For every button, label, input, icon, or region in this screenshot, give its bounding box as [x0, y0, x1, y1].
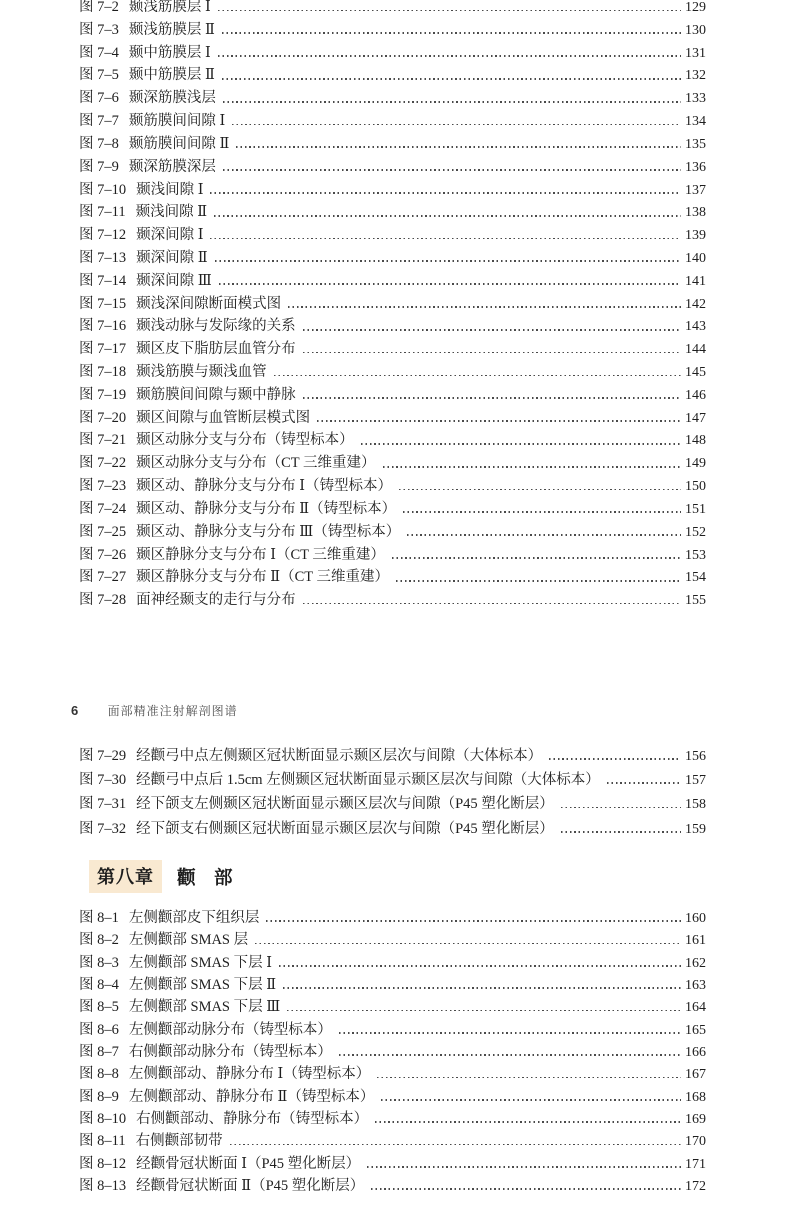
- toc-entry: [0, 907, 790, 929]
- toc-entry: [0, 498, 790, 521]
- figure-title: 颞浅动脉与发际缘的关系: [136, 318, 296, 335]
- figure-title: 颞区间隙与血管断层模式图: [136, 409, 311, 426]
- figure-title: 左侧颧部动脉分布（铸型标本）: [128, 1021, 332, 1038]
- toc-entry: [0, 475, 790, 498]
- figure-title: 颞浅深间隙断面模式图: [136, 295, 282, 312]
- dot-leader: [218, 55, 681, 57]
- page-number: 158: [685, 797, 706, 813]
- page-number: 159: [685, 821, 706, 837]
- dot-leader: [274, 375, 681, 377]
- dot-leader: [219, 283, 681, 285]
- figure-title: 左侧颧部动、静脉分布 Ⅱ（铸型标本）: [128, 1088, 375, 1105]
- toc-entry: [0, 952, 790, 974]
- figure-title: 右侧颧部动脉分布（铸型标本）: [128, 1043, 332, 1060]
- toc-entry: [0, 521, 790, 544]
- toc-entry: [0, 42, 790, 65]
- figure-title: 右侧颧部动、静脉分布（铸型标本）: [136, 1110, 369, 1127]
- figure-number: 图 7–6: [79, 90, 119, 107]
- page-number: 171: [685, 1156, 706, 1172]
- figure-title: 颞筋膜间间隙与颞中静脉: [136, 386, 296, 403]
- figure-number: 图 7–25: [79, 523, 127, 540]
- figure-title: 颞区动、静脉分支与分布 Ⅱ（铸型标本）: [136, 500, 397, 517]
- toc-entry: [0, 589, 790, 612]
- toc-section-chapter7-continued: [0, 744, 790, 841]
- dot-leader: [303, 352, 681, 354]
- page-number: 149: [685, 456, 706, 472]
- dot-leader: [549, 758, 681, 760]
- page-number: 165: [685, 1022, 706, 1038]
- dot-leader: [607, 782, 681, 784]
- figure-number: 图 7–30: [79, 772, 127, 789]
- figure-title: 颞筋膜间间隙 Ⅱ: [128, 135, 230, 152]
- dot-leader: [407, 534, 681, 536]
- figure-number: 图 7–18: [79, 364, 127, 380]
- page-number: 167: [685, 1067, 706, 1083]
- figure-title: 颞深间隙 Ⅰ: [136, 227, 204, 244]
- figure-number: 图 7–8: [79, 135, 119, 152]
- figure-number: 图 8–7: [79, 1043, 119, 1060]
- figure-number: 图 7–22: [79, 455, 127, 472]
- toc-entry: [0, 544, 790, 567]
- figure-title: 左侧颧部 SMAS 下层 Ⅱ: [128, 976, 277, 993]
- figure-number: 图 7–13: [79, 249, 127, 266]
- figure-number: 图 7–11: [79, 204, 126, 221]
- toc-entry: [0, 361, 790, 384]
- toc-entry: [0, 247, 790, 270]
- page-number: 136: [685, 159, 706, 175]
- figure-title: 左侧颧部 SMAS 层: [128, 932, 249, 949]
- page-number: 137: [685, 182, 706, 198]
- toc-entry: [0, 315, 790, 338]
- page-number: 151: [685, 501, 706, 517]
- dot-leader: [230, 1144, 681, 1146]
- figure-title: 颞浅间隙 Ⅱ: [135, 204, 208, 221]
- figure-number: 图 8–3: [79, 954, 119, 971]
- figure-number: 图 7–12: [79, 227, 127, 244]
- toc-entry: [0, 179, 790, 202]
- toc-entry: [0, 1086, 790, 1108]
- toc-entry: [0, 929, 790, 951]
- toc-entry: [0, 974, 790, 996]
- figure-title: 经颧弓中点后 1.5cm 左侧颞区冠状断面显示颞区层次与间隙（大体标本）: [136, 772, 600, 789]
- page-number: 145: [685, 365, 706, 380]
- toc-entry: [0, 133, 790, 156]
- toc-entry: [0, 384, 790, 407]
- dot-leader: [210, 238, 681, 240]
- toc-entry: [0, 270, 790, 293]
- page-number: 166: [685, 1044, 706, 1060]
- figure-number: 图 7–14: [79, 272, 127, 289]
- page-number: 153: [685, 547, 706, 563]
- page-number: 160: [685, 911, 706, 926]
- dot-leader: [396, 580, 681, 582]
- figure-title: 颞中筋膜层 Ⅰ: [128, 44, 211, 61]
- toc-entry: [0, 1153, 790, 1175]
- page-number: 154: [685, 570, 706, 586]
- page-number: 144: [685, 342, 706, 358]
- dot-leader: [215, 260, 681, 262]
- figure-title: 颞浅筋膜层 Ⅱ: [128, 21, 215, 38]
- page-number: 141: [685, 273, 706, 289]
- toc-entry: [0, 996, 790, 1018]
- dot-leader: [371, 1188, 681, 1190]
- page-number: 152: [685, 524, 706, 540]
- figure-title: 左侧颧部 SMAS 下层 Ⅲ: [128, 999, 281, 1016]
- dot-leader: [339, 1054, 681, 1056]
- dot-leader: [279, 965, 681, 967]
- toc-section-chapter8: [0, 907, 790, 1197]
- figure-title: 颞筋膜间间隙 Ⅰ: [128, 113, 226, 130]
- toc-entry: [0, 1063, 790, 1085]
- figure-number: 图 8–10: [79, 1110, 127, 1127]
- figure-number: 图 7–16: [79, 318, 127, 335]
- figure-number: 图 7–7: [79, 113, 119, 130]
- figure-number: 图 8–13: [79, 1177, 127, 1194]
- figure-title: 颞深间隙 Ⅱ: [136, 249, 208, 266]
- dot-leader: [255, 943, 681, 945]
- figure-number: 图 8–4: [79, 976, 119, 993]
- page-number: 150: [685, 479, 706, 495]
- dot-leader: [222, 78, 681, 80]
- figure-number: 图 8–5: [79, 999, 119, 1016]
- page-number: 129: [685, 0, 706, 15]
- page-number: 157: [685, 773, 706, 789]
- toc-entry: [0, 407, 790, 430]
- figure-number: 图 7–5: [79, 67, 119, 84]
- toc-entry: [0, 0, 790, 19]
- figure-number: 图 7–24: [79, 500, 127, 517]
- dot-leader: [375, 1121, 681, 1123]
- figure-title: 颞区静脉分支与分布 Ⅱ（CT 三维重建）: [136, 569, 389, 586]
- page-number: 140: [685, 250, 706, 266]
- figure-number: 图 7–20: [79, 409, 127, 426]
- figure-title: 颞深间隙 Ⅲ: [136, 272, 212, 289]
- toc-entry: [0, 293, 790, 316]
- dot-leader: [561, 807, 681, 809]
- page-number: 134: [685, 114, 706, 130]
- toc-entry: [0, 817, 790, 841]
- chapter-heading: [89, 860, 233, 893]
- figure-number: 图 7–19: [79, 386, 127, 403]
- dot-leader: [367, 1166, 681, 1168]
- dot-leader: [303, 329, 681, 331]
- figure-title: 左侧颧部动、静脉分布 Ⅰ（铸型标本）: [128, 1066, 371, 1083]
- page-number: 146: [685, 387, 706, 403]
- figure-title: 颞区动脉分支与分布（CT 三维重建）: [136, 455, 376, 472]
- figure-title: 左侧颧部皮下组织层: [128, 910, 260, 926]
- dot-leader: [287, 1010, 681, 1012]
- page-number: 168: [685, 1089, 706, 1105]
- toc-entry: [0, 64, 790, 87]
- toc-entry: [0, 744, 790, 768]
- dot-leader: [403, 511, 681, 513]
- dot-leader: [377, 1077, 681, 1079]
- page-number: 163: [685, 977, 706, 993]
- toc-entry: [0, 1041, 790, 1063]
- page-number: 135: [685, 136, 706, 152]
- dot-leader: [303, 603, 681, 605]
- figure-title: 左侧颧部 SMAS 下层 Ⅰ: [128, 954, 272, 971]
- dot-leader: [218, 10, 681, 12]
- page-number: 162: [685, 955, 706, 971]
- dot-leader: [381, 1099, 681, 1101]
- figure-number: 图 7–29: [79, 748, 127, 764]
- figure-number: 图 8–9: [79, 1088, 119, 1105]
- page-number: 172: [685, 1178, 706, 1194]
- toc-entry: [0, 224, 790, 247]
- figure-title: 颞区动、静脉分支与分布 Ⅰ（铸型标本）: [136, 478, 392, 495]
- page-number: 170: [685, 1134, 706, 1150]
- toc-entry: [0, 156, 790, 179]
- chapter-title: 颧 部: [177, 866, 233, 888]
- figure-title: 右侧颧部韧带: [135, 1133, 223, 1150]
- page-number: 142: [685, 296, 706, 312]
- figure-title: 颞区皮下脂肪层血管分布: [136, 341, 296, 358]
- dot-leader: [383, 466, 681, 468]
- dot-leader: [339, 1032, 681, 1034]
- toc-entry: [0, 87, 790, 110]
- figure-title: 经颧弓中点左侧颞区冠状断面显示颞区层次与间隙（大体标本）: [136, 748, 543, 764]
- figure-number: 图 7–28: [79, 592, 127, 609]
- figure-number: 图 7–23: [79, 478, 127, 495]
- page-number: 164: [685, 1000, 706, 1016]
- toc-entry: [0, 1130, 790, 1152]
- figure-title: 颞深筋膜深层: [128, 158, 216, 175]
- figure-title: 经颧骨冠状断面 Ⅱ（P45 塑化断层）: [136, 1177, 365, 1194]
- figure-number: 图 8–2: [79, 932, 119, 949]
- dot-leader: [214, 215, 681, 217]
- figure-number: 图 8–1: [79, 910, 119, 926]
- dot-leader: [223, 101, 681, 103]
- page-number: 161: [685, 933, 706, 949]
- dot-leader: [399, 489, 681, 491]
- figure-title: 颞区动、静脉分支与分布 Ⅲ（铸型标本）: [136, 523, 401, 540]
- figure-title: 经下颌支右侧颞区冠状断面显示颞区层次与间隙（P45 塑化断层）: [136, 820, 554, 837]
- figure-title: 经下颌支左侧颞区冠状断面显示颞区层次与间隙（P45 塑化断层）: [136, 796, 554, 813]
- page-number: 147: [685, 410, 706, 426]
- dot-leader: [266, 920, 681, 922]
- toc-entry: [0, 452, 790, 475]
- figure-number: 图 7–32: [79, 820, 127, 837]
- figure-number: 图 7–4: [79, 44, 119, 61]
- dot-leader: [303, 397, 681, 399]
- dot-leader: [361, 443, 681, 445]
- figure-number: 图 7–9: [79, 158, 119, 175]
- figure-number: 图 7–15: [79, 295, 127, 312]
- running-page-number: 6: [71, 703, 79, 718]
- toc-entry: [0, 768, 790, 792]
- running-header: [71, 702, 238, 720]
- dot-leader: [392, 557, 681, 559]
- page-number: 139: [685, 228, 706, 244]
- figure-number: 图 8–12: [79, 1155, 127, 1172]
- figure-number: 图 7–21: [79, 432, 127, 449]
- chapter-number-label: 第八章: [89, 860, 162, 893]
- dot-leader: [561, 831, 681, 833]
- figure-number: 图 7–17: [79, 341, 127, 358]
- figure-number: 图 7–2: [79, 0, 119, 15]
- toc-entry: [0, 1175, 790, 1197]
- figure-title: 颞浅筋膜层 Ⅰ: [128, 0, 211, 15]
- figure-title: 颞区动脉分支与分布（铸型标本）: [136, 432, 354, 449]
- figure-number: 图 8–11: [79, 1133, 126, 1150]
- page-number: 133: [685, 91, 706, 107]
- figure-title: 经颧骨冠状断面 Ⅰ（P45 塑化断层）: [136, 1155, 361, 1172]
- dot-leader: [288, 306, 681, 308]
- page-number: 130: [685, 22, 706, 38]
- figure-title: 颞浅筋膜与颞浅血管: [136, 364, 267, 380]
- figure-title: 颞区静脉分支与分布 Ⅰ（CT 三维重建）: [136, 546, 385, 563]
- toc-entry: [0, 429, 790, 452]
- page-number: 138: [685, 205, 706, 221]
- page-number: 132: [685, 68, 706, 84]
- toc-entry: [0, 1019, 790, 1041]
- book-title: 面部精准注射解剖图谱: [107, 704, 238, 718]
- page-number: 156: [685, 749, 706, 764]
- figure-title: 颞浅间隙 Ⅰ: [136, 181, 204, 198]
- figure-number: 图 7–31: [79, 796, 127, 813]
- toc-entry: [0, 1108, 790, 1130]
- page-number: 155: [685, 593, 706, 609]
- toc-entry: [0, 110, 790, 133]
- dot-leader: [223, 169, 681, 171]
- toc-entry: [0, 338, 790, 361]
- dot-leader: [210, 192, 681, 194]
- dot-leader: [317, 420, 681, 422]
- figure-title: 颞深筋膜浅层: [128, 90, 216, 107]
- dot-leader: [283, 987, 681, 989]
- figure-number: 图 7–10: [79, 181, 127, 198]
- page-number: 131: [685, 45, 706, 61]
- figure-number: 图 7–26: [79, 546, 127, 563]
- dot-leader: [222, 32, 681, 34]
- figure-title: 面神经颞支的走行与分布: [136, 592, 296, 609]
- dot-leader: [236, 146, 681, 148]
- figure-number: 图 8–6: [79, 1021, 119, 1038]
- toc-entry: [0, 566, 790, 589]
- page-number: 143: [685, 319, 706, 335]
- figure-number: 图 8–8: [79, 1066, 119, 1083]
- page-number: 148: [685, 433, 706, 449]
- toc-entry: [0, 19, 790, 42]
- toc-entry: [0, 201, 790, 224]
- figure-number: 图 7–27: [79, 569, 127, 586]
- figure-title: 颞中筋膜层 Ⅱ: [128, 67, 215, 84]
- dot-leader: [232, 124, 681, 126]
- toc-entry: [0, 792, 790, 816]
- figure-number: 图 7–3: [79, 21, 119, 38]
- page-number: 169: [685, 1111, 706, 1127]
